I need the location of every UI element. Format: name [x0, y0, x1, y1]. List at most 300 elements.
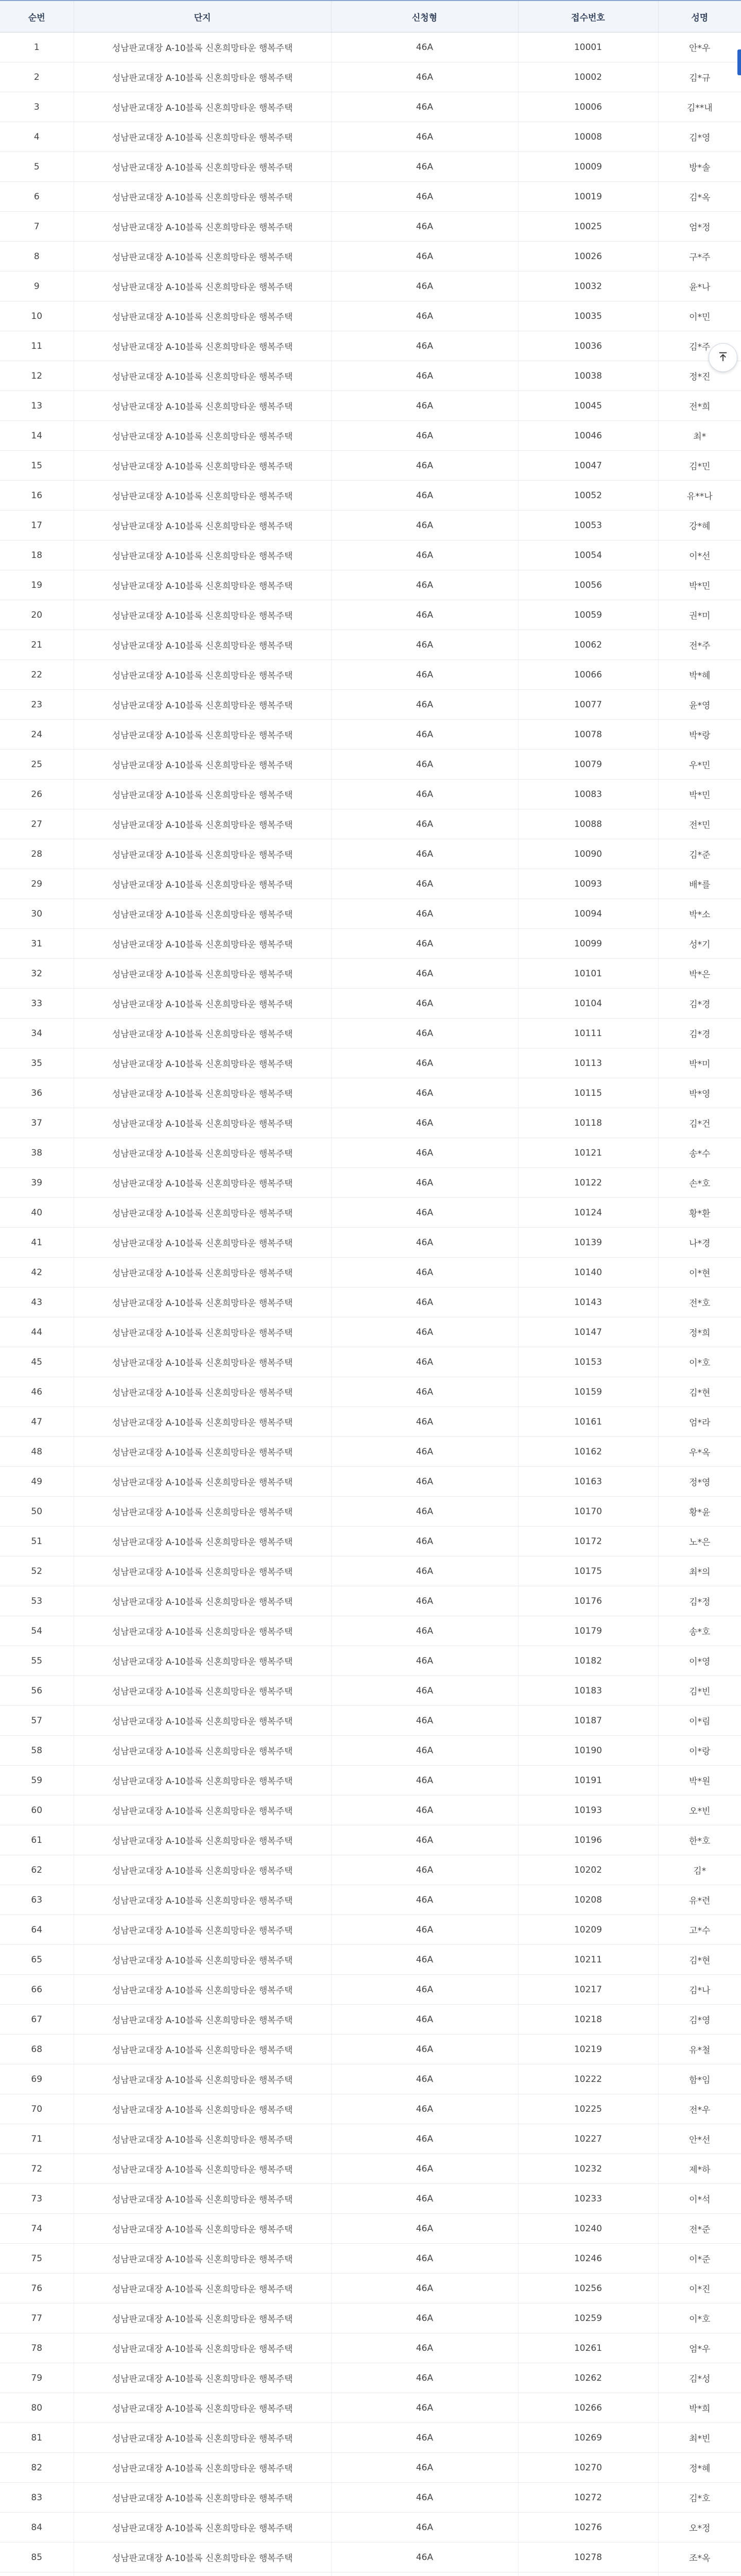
cell-no: 61: [0, 1825, 74, 1855]
table-row: [0, 1437, 741, 1467]
cell-name: 박*랑: [658, 720, 741, 750]
cell-complex: 성남판교대장 A-10블록 신혼희망타운 행복주택: [74, 809, 331, 839]
cell-name: 손*호: [658, 1168, 741, 1198]
cell-name: 황*윤: [658, 1497, 741, 1527]
cell-type: 46A: [331, 1437, 518, 1467]
table-row: [0, 2483, 741, 2513]
cell-complex: 성남판교대장 A-10블록 신혼희망타운 행복주택: [74, 152, 331, 182]
cell-complex: 성남판교대장 A-10블록 신혼희망타운 행복주택: [74, 2064, 331, 2094]
cell-name: 우*옥: [658, 1437, 741, 1467]
cell-complex: 성남판교대장 A-10블록 신혼희망타운 행복주택: [74, 301, 331, 331]
table-row: [0, 331, 741, 361]
cell-type: 46A: [331, 1258, 518, 1287]
cell-complex: 성남판교대장 A-10블록 신혼희망타운 행복주택: [74, 1138, 331, 1168]
table-row: [0, 2154, 741, 2184]
cell-no: 32: [0, 959, 74, 989]
table-row: [0, 839, 741, 869]
table-row: [0, 1975, 741, 2005]
cell-receipt-no: 10182: [518, 1646, 658, 1676]
table-row: [0, 62, 741, 92]
cell-name: 방*솔: [658, 152, 741, 182]
table-row: [0, 152, 741, 182]
cell-type: 46A: [331, 2423, 518, 2453]
cell-name: 성*기: [658, 929, 741, 959]
cell-name: 구*주: [658, 242, 741, 272]
cell-no: 81: [0, 2423, 74, 2453]
cell-receipt-no: 10118: [518, 1108, 658, 1138]
cell-type: 46A: [331, 272, 518, 301]
cell-receipt-no: 10261: [518, 2333, 658, 2363]
cell-complex: 성남판교대장 A-10블록 신혼희망타운 행복주택: [74, 62, 331, 92]
cell-no: 51: [0, 1527, 74, 1556]
table-row: [0, 182, 741, 212]
cell-type: 46A: [331, 1019, 518, 1048]
table-row: [0, 92, 741, 122]
cell-no: [0, 2572, 74, 2576]
cell-no: 75: [0, 2244, 74, 2274]
cell-complex: 성남판교대장 A-10블록 신혼희망타운 행복주택: [74, 2303, 331, 2333]
cell-type: 46A: [331, 1975, 518, 2005]
cell-receipt-no: 10272: [518, 2483, 658, 2513]
cell-type: 46A: [331, 1945, 518, 1975]
table-row: [0, 361, 741, 391]
cell-receipt-no: 10170: [518, 1497, 658, 1527]
cell-no: 58: [0, 1736, 74, 1766]
cell-no: 3: [0, 92, 74, 122]
cell-no: 70: [0, 2094, 74, 2124]
cell-no: 64: [0, 1915, 74, 1945]
table-row: [0, 481, 741, 511]
cell-type: 46A: [331, 570, 518, 600]
cell-receipt-no: 10276: [518, 2513, 658, 2543]
cell-type: 46A: [331, 391, 518, 421]
cell-complex: 성남판교대장 A-10블록 신혼희망타운 행복주택: [74, 331, 331, 361]
cell-type: 46A: [331, 92, 518, 122]
cell-no: 20: [0, 600, 74, 630]
cell-type: 46A: [331, 152, 518, 182]
table-row: [0, 540, 741, 570]
cell-type: 46A: [331, 1586, 518, 1616]
cell-type: 46A: [331, 2393, 518, 2423]
table-row: [0, 1407, 741, 1437]
cell-complex: 성남판교대장 A-10블록 신혼희망타운 행복주택: [74, 1168, 331, 1198]
cell-type: 46A: [331, 660, 518, 690]
cell-receipt-no: 10047: [518, 451, 658, 481]
cell-name: 윤*나: [658, 272, 741, 301]
table-row: [0, 1795, 741, 1825]
cell-receipt-no: 10046: [518, 421, 658, 451]
cell-receipt-no: 10052: [518, 481, 658, 511]
cell-no: 8: [0, 242, 74, 272]
table-row: [0, 122, 741, 152]
cell-complex: 성남판교대장 A-10블록 신혼희망타운 행복주택: [74, 2483, 331, 2513]
cell-name: 유**나: [658, 481, 741, 511]
cell-no: 41: [0, 1228, 74, 1258]
cell-type: 46A: [331, 2184, 518, 2214]
cell-complex: 성남판교대장 A-10블록 신혼희망타운 행복주택: [74, 1048, 331, 1078]
cell-type: 46A: [331, 929, 518, 959]
cell-complex: 성남판교대장 A-10블록 신혼희망타운 행복주택: [74, 2094, 331, 2124]
table-row: [0, 451, 741, 481]
cell-no: 18: [0, 540, 74, 570]
cell-no: 74: [0, 2214, 74, 2244]
cell-receipt-no: 10036: [518, 331, 658, 361]
cell-type: 46A: [331, 62, 518, 92]
table-row: [0, 1108, 741, 1138]
cell-complex: 성남판교대장 A-10블록 신혼희망타운 행복주택: [74, 929, 331, 959]
cell-no: 68: [0, 2035, 74, 2064]
cell-complex: 성남판교대장 A-10블록 신혼희망타운 행복주택: [74, 540, 331, 570]
cell-complex: 성남판교대장 A-10블록 신혼희망타운 행복주택: [74, 1258, 331, 1287]
cell-complex: 성남판교대장 A-10블록 신혼희망타운 행복주택: [74, 2393, 331, 2423]
cell-no: 5: [0, 152, 74, 182]
table-row: [0, 1048, 741, 1078]
cell-receipt-no: 10278: [518, 2543, 658, 2572]
cell-type: 46A: [331, 1527, 518, 1556]
cell-complex: 성남판교대장 A-10블록 신혼희망타운 행복주택: [74, 1497, 331, 1527]
cell-type: 46A: [331, 242, 518, 272]
cell-name: 김*성: [658, 2363, 741, 2393]
cell-name: 박*혜: [658, 660, 741, 690]
table-row: [0, 1198, 741, 1228]
cell-complex: 성남판교대장 A-10블록 신혼희망타운 행복주택: [74, 1736, 331, 1766]
cell-type: 46A: [331, 2124, 518, 2154]
cell-type: 46A: [331, 720, 518, 750]
cell-name: 김*빈: [658, 1676, 741, 1706]
table-row: [0, 1945, 741, 1975]
arrow-up-to-line-icon: [717, 351, 729, 364]
cell-name: 엄*정: [658, 212, 741, 242]
cell-complex: 성남판교대장 A-10블록 신혼희망타운 행복주택: [74, 361, 331, 391]
table-row: [0, 2303, 741, 2333]
cell-receipt-no: 10270: [518, 2453, 658, 2483]
cell-name: 이*영: [658, 1646, 741, 1676]
cell-receipt-no: 10259: [518, 2303, 658, 2333]
cell-receipt-no: 10104: [518, 989, 658, 1019]
cell-complex: 성남판교대장 A-10블록 신혼희망타운 행복주택: [74, 1646, 331, 1676]
table-row: [0, 1646, 741, 1676]
cell-complex: 성남판교대장 A-10블록 신혼희망타운 행복주택: [74, 1855, 331, 1885]
header-complex: 단지: [74, 1, 331, 32]
cell-no: 78: [0, 2333, 74, 2363]
cell-complex: 성남판교대장 A-10블록 신혼희망타운 행복주택: [74, 1945, 331, 1975]
cell-receipt-no: 10115: [518, 1078, 658, 1108]
cell-type: 46A: [331, 361, 518, 391]
cell-name: 김*호: [658, 2483, 741, 2513]
cell-receipt-no: 10059: [518, 600, 658, 630]
cell-name: 이*석: [658, 2184, 741, 2214]
cell-type: 46A: [331, 869, 518, 899]
cell-name: 이*진: [658, 2274, 741, 2303]
cell-complex: 성남판교대장 A-10블록 신혼희망타운 행복주택: [74, 391, 331, 421]
cell-receipt-no: 10191: [518, 1766, 658, 1795]
cell-type: 46A: [331, 1736, 518, 1766]
cell-type: 46A: [331, 481, 518, 511]
cell-receipt-no: 10122: [518, 1168, 658, 1198]
cell-type: 46A: [331, 2035, 518, 2064]
cell-name: 김*영: [658, 2005, 741, 2035]
cell-receipt-no: 10269: [518, 2423, 658, 2453]
table-row: [0, 1228, 741, 1258]
cell-receipt-no: 10002: [518, 62, 658, 92]
cell-no: 76: [0, 2274, 74, 2303]
cell-type: 46A: [331, 1138, 518, 1168]
cell-no: 55: [0, 1646, 74, 1676]
cell-name: 엄*우: [658, 2333, 741, 2363]
cell-name: 전*준: [658, 2214, 741, 2244]
cell-name: 정*영: [658, 1467, 741, 1497]
table-row: [0, 1736, 741, 1766]
cell-receipt-no: 10162: [518, 1437, 658, 1467]
cell-receipt-no: 10054: [518, 540, 658, 570]
table-row: [0, 1527, 741, 1556]
cell-type: 46A: [331, 451, 518, 481]
cell-receipt-no: 10218: [518, 2005, 658, 2035]
cell-no: 24: [0, 720, 74, 750]
cell-name: 김*건: [658, 1108, 741, 1138]
table-row: [0, 779, 741, 809]
cell-receipt-no: 10066: [518, 660, 658, 690]
cell-type: 46A: [331, 2094, 518, 2124]
cell-name: 이*준: [658, 2244, 741, 2274]
cell-receipt-no: 10032: [518, 272, 658, 301]
table-row: [0, 1616, 741, 1646]
cell-no: 26: [0, 779, 74, 809]
table-row: [0, 242, 741, 272]
cell-receipt-no: 10153: [518, 1347, 658, 1377]
cell-type: 46A: [331, 2005, 518, 2035]
cell-no: 63: [0, 1885, 74, 1915]
table-row: [0, 899, 741, 929]
cell-type: 46A: [331, 2064, 518, 2094]
cell-complex: 성남판교대장 A-10블록 신혼희망타운 행복주택: [74, 1766, 331, 1795]
table-row: [0, 750, 741, 779]
cell-name: 이*현: [658, 1258, 741, 1287]
cell-complex: 성남판교대장 A-10블록 신혼희망타운 행복주택: [74, 2333, 331, 2363]
cell-complex: 성남판교대장 A-10블록 신혼희망타운 행복주택: [74, 2244, 331, 2274]
table-row: [0, 421, 741, 451]
cell-name: 전*민: [658, 809, 741, 839]
cell-name: 송*호: [658, 1616, 741, 1646]
cell-no: 1: [0, 32, 74, 62]
cell-no: 6: [0, 182, 74, 212]
cell-type: 46A: [331, 1377, 518, 1407]
cell-name: 이*림: [658, 1706, 741, 1736]
cell-complex: 성남판교대장 A-10블록 신혼희망타운 행복주택: [74, 750, 331, 779]
cell-complex: 성남판교대장 A-10블록 신혼희망타운 행복주택: [74, 1108, 331, 1138]
cell-name: 전*호: [658, 1287, 741, 1317]
header-no: 순번: [0, 1, 74, 32]
cell-complex: 성남판교대장 A-10블록 신혼희망타운 행복주택: [74, 1407, 331, 1437]
cell-complex: [74, 2572, 331, 2576]
cell-no: 9: [0, 272, 74, 301]
table-row: [0, 1347, 741, 1377]
cell-no: 30: [0, 899, 74, 929]
table-row: [0, 1497, 741, 1527]
cell-type: 46A: [331, 1407, 518, 1437]
cell-receipt-no: 10202: [518, 1855, 658, 1885]
cell-receipt-no: 10008: [518, 122, 658, 152]
cell-receipt-no: 10172: [518, 1527, 658, 1556]
cell-name: 정*혜: [658, 2453, 741, 2483]
cell-complex: 성남판교대장 A-10블록 신혼희망타운 행복주택: [74, 1885, 331, 1915]
cell-type: 46A: [331, 2214, 518, 2244]
cell-name: 전*희: [658, 391, 741, 421]
cell-complex: 성남판교대장 A-10블록 신혼희망타운 행복주택: [74, 2363, 331, 2393]
table-row: [0, 1766, 741, 1795]
cell-name: 김*규: [658, 62, 741, 92]
cell-name: 한*호: [658, 1825, 741, 1855]
cell-no: 48: [0, 1437, 74, 1467]
cell-complex: 성남판교대장 A-10블록 신혼희망타운 행복주택: [74, 1825, 331, 1855]
cell-receipt-no: 10176: [518, 1586, 658, 1616]
cell-no: 28: [0, 839, 74, 869]
table-row: [0, 989, 741, 1019]
cell-name: 황*환: [658, 1198, 741, 1228]
cell-type: 46A: [331, 1766, 518, 1795]
cell-name: 김*주: [658, 331, 741, 361]
cell-receipt-no: 10099: [518, 929, 658, 959]
cell-complex: 성남판교대장 A-10블록 신혼희망타운 행복주택: [74, 1377, 331, 1407]
cell-no: 33: [0, 989, 74, 1019]
cell-type: 46A: [331, 1228, 518, 1258]
cell-complex: 성남판교대장 A-10블록 신혼희망타운 행복주택: [74, 2274, 331, 2303]
cell-type: 46A: [331, 1676, 518, 1706]
cell-name: 김*영: [658, 122, 741, 152]
cell-type: 46A: [331, 1795, 518, 1825]
cell-complex: 성남판교대장 A-10블록 신혼희망타운 행복주택: [74, 1437, 331, 1467]
cell-name: 제*하: [658, 2154, 741, 2184]
cell-type: 46A: [331, 1347, 518, 1377]
cell-receipt-no: 10093: [518, 869, 658, 899]
cell-receipt-no: 10053: [518, 511, 658, 540]
cell-name: 엄*라: [658, 1407, 741, 1437]
cell-type: 46A: [331, 2303, 518, 2333]
cell-name: 오*빈: [658, 1795, 741, 1825]
cell-receipt-no: 10209: [518, 1915, 658, 1945]
cell-type: 46A: [331, 630, 518, 660]
table-row: [0, 2513, 741, 2543]
cell-type: 46A: [331, 809, 518, 839]
table-row: [0, 2572, 741, 2576]
cell-no: 27: [0, 809, 74, 839]
cell-no: 54: [0, 1616, 74, 1646]
cell-type: 46A: [331, 2274, 518, 2303]
cell-type: 46A: [331, 1048, 518, 1078]
cell-receipt-no: 10140: [518, 1258, 658, 1287]
cell-no: 17: [0, 511, 74, 540]
cell-type: 46A: [331, 1825, 518, 1855]
cell-no: 66: [0, 1975, 74, 2005]
cell-complex: 성남판교대장 A-10블록 신혼희망타운 행복주택: [74, 2513, 331, 2543]
table-row: [0, 929, 741, 959]
cell-name: 김*: [658, 1855, 741, 1885]
cell-name: 김*현: [658, 1945, 741, 1975]
cell-complex: 성남판교대장 A-10블록 신혼희망타운 행복주택: [74, 1228, 331, 1258]
cell-no: 46: [0, 1377, 74, 1407]
table-row: [0, 1287, 741, 1317]
table-row: [0, 1317, 741, 1347]
cell-name: 박*원: [658, 1766, 741, 1795]
table-row: [0, 511, 741, 540]
cell-name: 김*나: [658, 1975, 741, 2005]
cell-no: 84: [0, 2513, 74, 2543]
cell-complex: 성남판교대장 A-10블록 신혼희망타운 행복주택: [74, 899, 331, 929]
cell-no: 13: [0, 391, 74, 421]
cell-type: 46A: [331, 1078, 518, 1108]
cell-complex: 성남판교대장 A-10블록 신혼희망타운 행복주택: [74, 869, 331, 899]
cell-no: 67: [0, 2005, 74, 2035]
cell-type: 46A: [331, 2363, 518, 2393]
cell-receipt-no: 10078: [518, 720, 658, 750]
cell-no: 35: [0, 1048, 74, 1078]
cell-name: 나*경: [658, 1228, 741, 1258]
table-row: [0, 2035, 741, 2064]
table-row: [0, 809, 741, 839]
cell-type: 46A: [331, 511, 518, 540]
cell-type: 46A: [331, 2543, 518, 2572]
cell-receipt-no: 10088: [518, 809, 658, 839]
cell-receipt-no: 10056: [518, 570, 658, 600]
side-tab[interactable]: [737, 49, 741, 75]
header-receipt-no: 접수번호: [518, 1, 658, 32]
cell-no: 71: [0, 2124, 74, 2154]
cell-type: 46A: [331, 2453, 518, 2483]
cell-receipt-no: 10240: [518, 2214, 658, 2244]
cell-complex: 성남판교대장 A-10블록 신혼희망타운 행복주택: [74, 2543, 331, 2572]
cell-no: 73: [0, 2184, 74, 2214]
table-row: [0, 2333, 741, 2363]
cell-receipt-no: 10045: [518, 391, 658, 421]
cell-complex: 성남판교대장 A-10블록 신혼희망타운 행복주택: [74, 1556, 331, 1586]
cell-no: 42: [0, 1258, 74, 1287]
cell-no: 36: [0, 1078, 74, 1108]
cell-type: 46A: [331, 2333, 518, 2363]
cell-receipt-no: 10090: [518, 839, 658, 869]
cell-name: 조*옥: [658, 2543, 741, 2572]
table-row: [0, 2423, 741, 2453]
cell-complex: 성남판교대장 A-10블록 신혼희망타운 행복주택: [74, 630, 331, 660]
cell-no: 21: [0, 630, 74, 660]
table-row: [0, 1467, 741, 1497]
cell-no: 31: [0, 929, 74, 959]
cell-complex: 성남판교대장 A-10블록 신혼희망타운 행복주택: [74, 1975, 331, 2005]
cell-type: 46A: [331, 1497, 518, 1527]
cell-name: 노*은: [658, 1527, 741, 1556]
cell-receipt-no: 10232: [518, 2154, 658, 2184]
cell-name: 박*민: [658, 570, 741, 600]
scroll-to-top-button[interactable]: [709, 343, 737, 372]
cell-receipt-no: 10183: [518, 1676, 658, 1706]
cell-complex: 성남판교대장 A-10블록 신혼희망타운 행복주택: [74, 1019, 331, 1048]
cell-name: 고*수: [658, 1915, 741, 1945]
cell-receipt-no: 10227: [518, 2124, 658, 2154]
table-row: [0, 869, 741, 899]
cell-type: 46A: [331, 1287, 518, 1317]
cell-type: 46A: [331, 600, 518, 630]
cell-no: 72: [0, 2154, 74, 2184]
cell-receipt-no: 10143: [518, 1287, 658, 1317]
cell-no: 19: [0, 570, 74, 600]
cell-receipt-no: 10101: [518, 959, 658, 989]
cell-complex: 성남판교대장 A-10블록 신혼희망타운 행복주택: [74, 1527, 331, 1556]
cell-complex: 성남판교대장 A-10블록 신혼희망타운 행복주택: [74, 2124, 331, 2154]
cell-name: 김*민: [658, 451, 741, 481]
cell-complex: 성남판교대장 A-10블록 신혼희망타운 행복주택: [74, 182, 331, 212]
table-row: [0, 570, 741, 600]
table-row: [0, 600, 741, 630]
cell-name: 최*: [658, 421, 741, 451]
